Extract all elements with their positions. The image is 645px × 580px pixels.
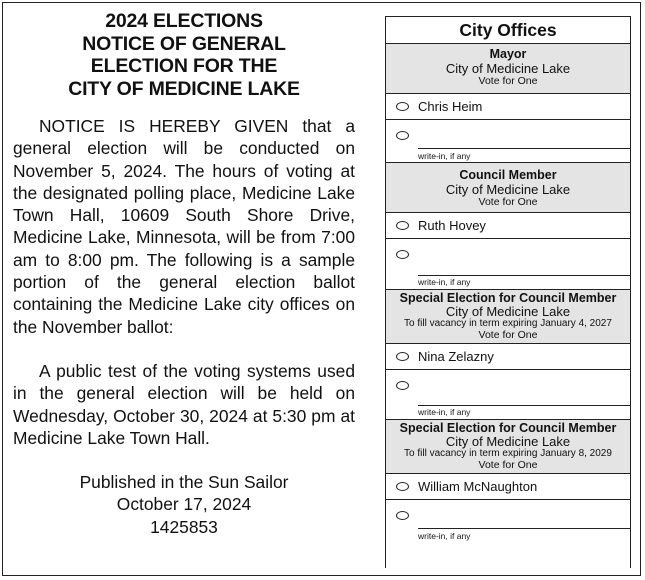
vote-for-instruction: Vote for One: [478, 329, 538, 341]
write-in-label: write-in, if any: [418, 531, 471, 541]
write-in-label: write-in, if any: [418, 407, 471, 417]
vote-oval[interactable]: [396, 221, 409, 230]
vote-for-instruction: Vote for One: [478, 196, 538, 208]
office-city: City of Medicine Lake: [445, 61, 571, 76]
vote-oval[interactable]: [396, 381, 409, 390]
write-in-row[interactable]: [386, 120, 630, 163]
title-line: 2024 ELECTIONS: [105, 10, 263, 32]
vote-for-instruction: Vote for One: [478, 75, 538, 87]
vote-oval[interactable]: [396, 102, 409, 111]
notice-title: [13, 10, 355, 100]
vote-for-instruction: Vote for One: [478, 459, 538, 471]
notice-paragraph-public-test: A public test of the voting systems used in the general election will be held on Wednesday, October 30, 2024 at 5:30 pm at Medicine Lake Town Hall.: [13, 360, 355, 448]
term-note: To fill vacancy in term expiring January 4, 2027: [404, 318, 612, 329]
candidate-name: Chris Heim: [418, 99, 483, 114]
publication-date: October 17, 2024: [116, 494, 252, 515]
vote-oval[interactable]: [396, 250, 409, 259]
write-in-line: [418, 275, 630, 276]
ballot-header: City Offices: [386, 17, 630, 44]
title-line: CITY OF MEDICINE LAKE: [68, 77, 300, 100]
office-name: Special Election for Council Member: [399, 291, 617, 305]
candidate-row[interactable]: [386, 94, 630, 120]
vote-oval[interactable]: [396, 482, 409, 491]
write-in-row[interactable]: [386, 500, 630, 542]
vote-oval[interactable]: [396, 511, 409, 520]
office-name: Special Election for Council Member: [399, 421, 617, 435]
notice-paragraph-hours: NOTICE IS HEREBY GIVEN that a general election will be conducted on November 5, 2024. The hours of voting at the designated polling place, Medicine Lake Town Hall, 10609 South Shore Drive, Medicine Lake, Minnesota, will be from 7:00 am to 8:00 pm. The following is a sample portion of the general election ballot containing the Medicine Lake city offices on the November ballot:: [13, 116, 355, 337]
office-city: City of Medicine Lake: [445, 434, 571, 449]
candidate-row[interactable]: [386, 213, 630, 239]
vote-oval[interactable]: [396, 352, 409, 361]
candidate-name: Ruth Hovey: [418, 218, 486, 233]
write-in-row[interactable]: [386, 370, 630, 420]
write-in-label: write-in, if any: [418, 151, 471, 161]
race-header-special-election-2029: [386, 420, 630, 474]
publication-id: 1425853: [150, 516, 218, 537]
office-name: Council Member: [459, 168, 557, 182]
notice-text-column: [13, 10, 355, 538]
title-line: NOTICE OF GENERAL: [82, 32, 286, 55]
write-in-line: [418, 528, 630, 529]
vote-oval[interactable]: [396, 131, 409, 140]
title-line: ELECTION FOR THE: [90, 55, 278, 77]
publication-name: Published in the Sun Sailor: [79, 472, 289, 493]
term-note: To fill vacancy in term expiring January 8, 2029: [404, 448, 612, 459]
race-header-mayor: [386, 44, 630, 94]
write-in-label: write-in, if any: [418, 277, 471, 287]
write-in-row[interactable]: [386, 239, 630, 290]
write-in-line: [418, 148, 630, 149]
publication-info: [13, 471, 355, 538]
race-header-special-election-2027: [386, 290, 630, 344]
office-name: Mayor: [489, 47, 527, 61]
office-city: City of Medicine Lake: [445, 182, 571, 197]
candidate-row[interactable]: [386, 474, 630, 500]
candidate-name: William McNaughton: [418, 479, 538, 494]
race-header-council-member: [386, 163, 630, 213]
candidate-name: Nina Zelazny: [418, 349, 494, 364]
candidate-row[interactable]: [386, 344, 630, 370]
office-city: City of Medicine Lake: [445, 304, 571, 319]
sample-ballot: [385, 16, 631, 568]
write-in-line: [418, 405, 630, 406]
